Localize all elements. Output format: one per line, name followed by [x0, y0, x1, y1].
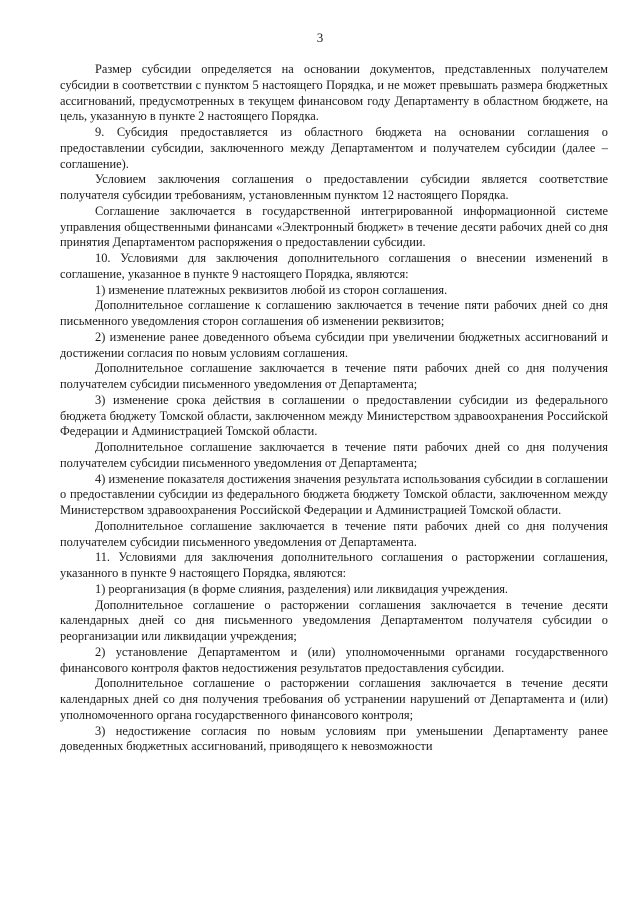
paragraph-item-11-2: 2) установление Департаментом и (или) уполномоченными органами государственного финансового контроля фактов недостижения результатов предоставления субсидии.: [60, 644, 608, 675]
paragraph-item-10-3-term: Дополнительное соглашение заключается в течение пяти рабочих дней со дня получения получателем субсидии письменного уведомления от Департамента;: [60, 440, 608, 470]
paragraph-item-10-4-term: Дополнительное соглашение заключается в течение пяти рабочих дней со дня получения получателем субсидии письменного уведомления от Департамента.: [60, 518, 608, 549]
paragraph-item-11: 11. Условиями для заключения дополнительного соглашения о расторжении соглашения, указанного в пункте 9 настоящего Порядка, являются:: [60, 550, 608, 580]
paragraph-item-10-4: 4) изменение показателя достижения значения результата использования субсидии в соглашении о предоставлении субсидии из федерального бюджета бюджету Томской области, заключенном между Министерством здравоохранения Российской Федерации и Администрацией Томской области.: [60, 471, 608, 517]
page-number: 3: [316, 30, 324, 45]
paragraph-item-10-1-term: Дополнительное соглашение к соглашению заключается в течение пяти рабочих дней со дня письменного уведомления сторон соглашения об изменении реквизитов;: [60, 298, 608, 328]
document-body: [60, 62, 608, 755]
paragraph-item-10-3: 3) изменение срока действия в соглашении о предоставлении субсидии из федерального бюджета бюджету Томской области, заключенном между Министерством здравоохранения Российской Федерации и Администрацией Томской области.: [60, 392, 608, 439]
paragraph-item-11-3: 3) недостижение согласия по новым условиям при уменьшении Департаменту ранее доведенных бюджетных ассигнований, приводящего к невозможности: [60, 723, 608, 754]
paragraph-item-11-1-term: Дополнительное соглашение о расторжении соглашения заключается в течение десяти календарных дней со дня письменного уведомления Департаментом получателя субсидии о реорганизации или ликвидации учреждения;: [60, 597, 608, 643]
paragraph-electronic-budget: Соглашение заключается в государственной интегрированной информационной системе управления общественными финансами «Электронный бюджет» в течение десяти рабочих дней со дня принятия Департаментом распоряжения о предоставлении субсидии.: [60, 203, 608, 250]
paragraph-item-11-2-term: Дополнительное соглашение о расторжении соглашения заключается в течение десяти календарных дней со дня получения требования об устранении нарушений от Департамента и (или) уполномоченного органа государственного финансового контроля;: [60, 676, 608, 722]
paragraph-agreement-condition: Условием заключения соглашения о предоставлении субсидии является соответствие получателя субсидии требованиям, установленным пунктом 12 настоящего Порядка.: [60, 172, 608, 202]
paragraph-subsidy-amount: Размер субсидии определяется на основании документов, представленных получателем субсидии в соответствии с пунктом 5 настоящего Порядка, и не может превышать размера бюджетных ассигнований, предусмотренных в текущем финансовом году Департаменту в областном бюджете, на цель, указанную в пункте 2 настоящего Порядка.: [60, 62, 608, 124]
paragraph-item-10-1: 1) изменение платежных реквизитов любой из сторон соглашения.: [95, 282, 448, 297]
paragraph-item-11-1: 1) реорганизация (в форме слияния, разделения) или ликвидация учреждения.: [95, 581, 509, 596]
paragraph-item-10-2: 2) изменение ранее доведенного объема субсидии при увеличении бюджетных ассигнований и достижении согласия по новым условиям соглашения.: [60, 329, 608, 360]
paragraph-item-10: 10. Условиями для заключения дополнительного соглашения о внесении изменений в соглашение, указанное в пункте 9 настоящего Порядка, являются:: [60, 251, 608, 281]
paragraph-item-10-2-term: Дополнительное соглашение заключается в течение пяти рабочих дней со дня получения получателем субсидии письменного уведомления от Департамента;: [60, 361, 608, 391]
paragraph-item-9: 9. Субсидия предоставляется из областного бюджета на основании соглашения о предоставлении субсидии, заключенного между Департаментом и получателем субсидии (далее – соглашение).: [60, 125, 608, 171]
